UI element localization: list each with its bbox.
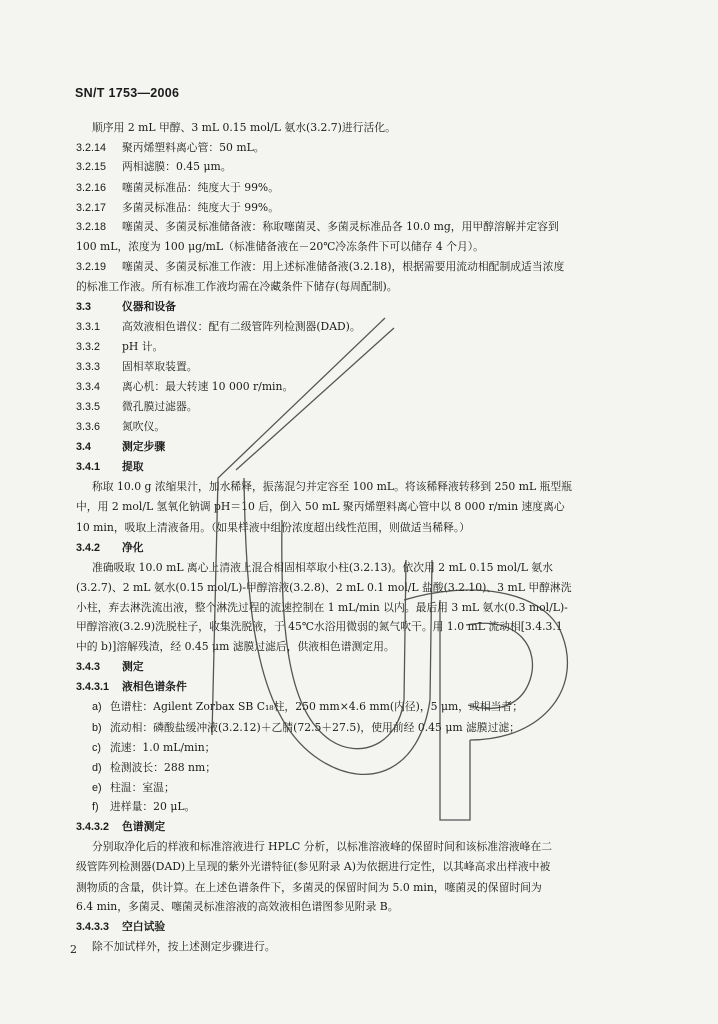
clause-text: 称取 10.0 g 浓缩果汁，加水稀释，振荡混匀并定容至 100 mL。将该稀释液转移到 250 mL 瓶型瓶 [92,480,572,493]
clause-number: 3.4.3 [76,661,101,673]
clause-number: 3.3.2 [76,341,101,353]
clause-text: 级管阵列检测器(DAD)上呈现的紫外光谱特征(参见附录 A)为依据进行定性，以其峰高求出样液中被 [76,860,551,873]
clause-number: 3.4.3.1 [76,681,110,693]
clause-number: 3.3 [76,301,92,313]
clause-text: 除不加试样外，按上述测定步骤进行。 [92,940,276,953]
clause-text: 测定步骤 [122,440,166,453]
clause-text: 仪器和设备 [122,300,176,313]
clause-number: 3.4.3.3 [76,921,110,933]
clause-text: 柱温：室温； [110,781,175,794]
clause-text: 噻菌灵、多菌灵标准工作液：用上述标准储备液(3.2.18)，根据需要用流动相配制成适当浓度 [122,260,565,273]
clause-text: 准确吸取 10.0 mL 离心上清液上混合相固相萃取小柱(3.2.13)。依次用 2 mL 0.15 mol/L 氨水 [92,561,553,574]
clause-text: 中，用 2 mol/L 氢氧化钠调 pH＝10 后，倒入 50 mL 聚丙烯塑料离心管中以 8 000 r/min 速度离心 [76,500,565,513]
clause-number: 3.3.1 [76,321,101,333]
clause-text: 6.4 min，多菌灵、噻菌灵标准溶液的高效液相色谱图参见附录 B。 [76,900,399,913]
clause-text: 噻菌灵标准品：纯度大于 99%。 [122,181,279,194]
clause-text: 测定 [122,660,144,673]
clause-number: 3.3.3 [76,361,101,373]
clause-number: 3.3.5 [76,401,101,413]
clause-number: f) [92,801,99,813]
clause-number: 3.4.2 [76,542,101,554]
clause-text: 色谱测定 [122,820,166,833]
clause-text: 的标准工作液。所有标准工作液均需在冷藏条件下储存(每周配制)。 [76,280,398,293]
clause-text: 离心机：最大转速 10 000 r/min。 [122,380,294,393]
clause-text: 小柱，弃去淋洗流出液，整个淋洗过程的流速控制在 1 mL/min 以内。最后用 3 mL 氨水(0.3 mol/L)- [76,601,568,614]
clause-number: 3.2.17 [76,202,107,214]
clause-text: 固相萃取装置。 [122,360,198,373]
clause-text: 色谱柱：Agilent Zorbax SB C₁₈柱，250 mm×4.6 mm(内径)，5 μm，或相当者； [110,700,524,713]
clause-text: 检测波长：288 nm； [110,761,217,774]
clause-number: 3.2.18 [76,221,107,233]
clause-text: 多菌灵标准品：纯度大于 99%。 [122,201,279,214]
clause-text: 提取 [122,460,144,473]
clause-text: pH 计。 [122,340,164,353]
clause-text: 中的 b)]溶解残渣，经 0.45 μm 滤膜过滤后，供液相色谱测定用。 [76,640,395,653]
clause-number: 3.2.15 [76,161,107,173]
clause-text: 空白试验 [122,920,166,933]
clause-text: 甲醇溶液(3.2.9)洗脱柱子，收集洗脱液，于 45℃水浴用微弱的氮气吹干。用 1.0 mL 流动相[3.4.3.1 [76,620,563,633]
clause-number: 3.2.14 [76,142,107,154]
clause-number: b) [92,722,102,734]
clause-number: d) [92,762,102,774]
clause-text: 流动相：磷酸盐缓冲液(3.2.12)＋乙腈(72.5＋27.5)，使用前经 0.45 μm 滤膜过滤； [110,721,520,734]
clause-number: 3.3.4 [76,381,101,393]
clause-text: 测物质的含量，供计算。在上述色谱条件下，多菌灵的保留时间为 5.0 min，噻菌灵的保留时间为 [76,881,542,894]
clause-text: 净化 [122,541,144,554]
clause-number: 3.2.16 [76,182,107,194]
clause-text: 两相滤膜：0.45 μm。 [122,160,232,173]
clause-text: 聚丙烯塑料离心管：50 mL。 [122,141,265,154]
clause-number: 3.2.19 [76,261,107,273]
clause-number: a) [92,701,102,713]
clause-text: 高效液相色谱仪：配有二级管阵列检测器(DAD)。 [122,320,361,333]
clause-text: 氮吹仪。 [122,420,166,433]
clause-number: 3.3.6 [76,421,101,433]
standard-code: SN/T 1753—2006 [75,86,180,100]
clause-text: 进样量：20 μL。 [110,800,196,813]
clause-text: 流速：1.0 mL/min； [110,741,216,754]
clause-text: (3.2.7)、2 mL 氨水(0.15 mol/L)-甲醇溶液(3.2.8)、2 mL 0.1 mol/L 盐酸(3.2.10)、3 mL 甲醇淋洗 [76,581,572,594]
clause-number: 3.4.3.2 [76,821,110,833]
clause-text: 噻菌灵、多菌灵标准储备液：称取噻菌灵、多菌灵标准品各 10.0 mg，用甲醇溶解并定容到 [122,220,559,233]
clause-text: 10 min，吸取上清液备用。（如果样液中组份浓度超出线性范围，则做适当稀释。） [76,521,471,534]
clause-number: 3.4 [76,441,92,453]
clause-text: 100 mL，浓度为 100 μg/mL（标准储备液在－20℃冷冻条件下可以储存 4 个月）。 [76,240,484,253]
clause-text: 分别取净化后的样液和标准溶液进行 HPLC 分析，以标准溶液峰的保留时间和该标准溶液峰在二 [92,840,553,853]
clause-number: 3.4.1 [76,461,101,473]
clause-text: 微孔膜过滤器。 [122,400,198,413]
page-number: 2 [70,943,77,956]
clause-number: c) [92,742,101,754]
clause-text: 液相色谱条件 [122,680,187,693]
clause-text: 顺序用 2 mL 甲醇、3 mL 0.15 mol/L 氨水(3.2.7)进行活化。 [92,121,396,134]
clause-number: e) [92,782,102,794]
